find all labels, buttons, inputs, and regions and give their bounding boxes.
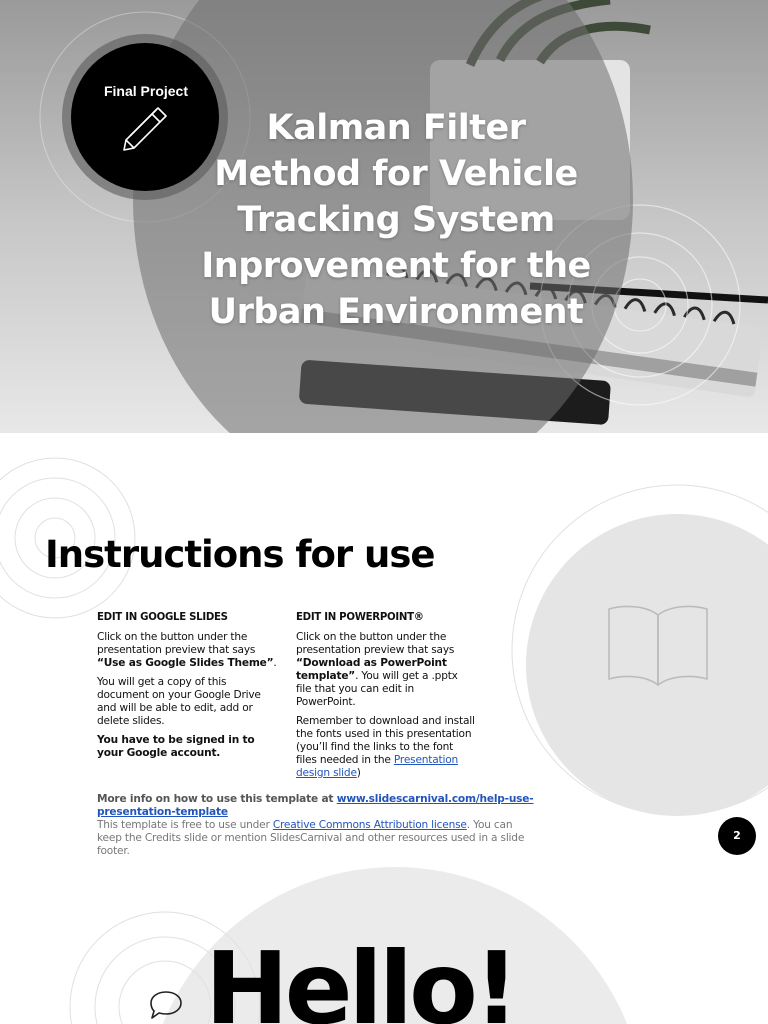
chat-bubble-icon [148, 989, 184, 1021]
google-signin-note [97, 734, 277, 760]
book-icon [605, 603, 711, 689]
google-step-end: . [273, 657, 277, 669]
google-slides-step [97, 631, 277, 670]
presentation-title: Kalman Filter Method for Vehicle Tracking System Inprovement for the Urban Environment [201, 108, 591, 332]
powerpoint-step [296, 631, 476, 709]
instructions-slide [0, 433, 768, 867]
ppt-template-label: “Download as PowerPoint template” [296, 657, 447, 682]
google-theme-label: “Use as Google Slides Theme” [97, 657, 274, 669]
google-copy-note: You will get a copy of this document on your Google Drive and will be able to edit, add or delete slides. [97, 676, 261, 727]
ppt-step-text: Click on the button under the presentation preview that says [296, 631, 455, 656]
license-text-end: . You can keep the Credits slide or mention SlidesCarnival and other resources used in a slide footer. [97, 819, 525, 857]
instructions-title: Instructions for use [45, 533, 435, 576]
google-signin-text: You have to be signed in to your Google account. [97, 734, 255, 759]
powerpoint-column [296, 611, 476, 786]
google-step-text: Click on the button under the presentation preview that says [97, 631, 256, 656]
powerpoint-heading: EDIT IN POWERPOINT® [296, 612, 424, 623]
more-info-block [97, 793, 537, 858]
help-template-link[interactable]: www.slidescarnival.com/help-use-presentation-template [97, 793, 534, 818]
pencil-icon [118, 104, 170, 152]
more-info-text: More info on how to use this template at [97, 793, 337, 805]
google-slides-column [97, 611, 277, 766]
hello-heading: Hello! [205, 930, 516, 1024]
google-slides-heading: EDIT IN GOOGLE SLIDES [97, 612, 228, 623]
hello-slide [0, 867, 768, 1024]
creative-commons-link[interactable]: Creative Commons Attribution license [272, 819, 467, 831]
badge-label: Final Project [103, 83, 189, 99]
ppt-fonts-end: ) [356, 767, 361, 779]
powerpoint-fonts-note [296, 715, 476, 780]
ppt-fonts-text: Remember to download and install the fonts used in this presentation (you’ll find the links to the font files needed in the [296, 715, 475, 766]
title-slide [0, 0, 768, 433]
license-text: This template is free to use under [97, 819, 273, 831]
presentation-design-slide-link[interactable]: Presentation design slide [296, 754, 459, 779]
page-number-badge: 2 [718, 817, 756, 855]
ppt-step-end: . You will get a .pptx file that you can edit in PowerPoint. [296, 670, 458, 708]
